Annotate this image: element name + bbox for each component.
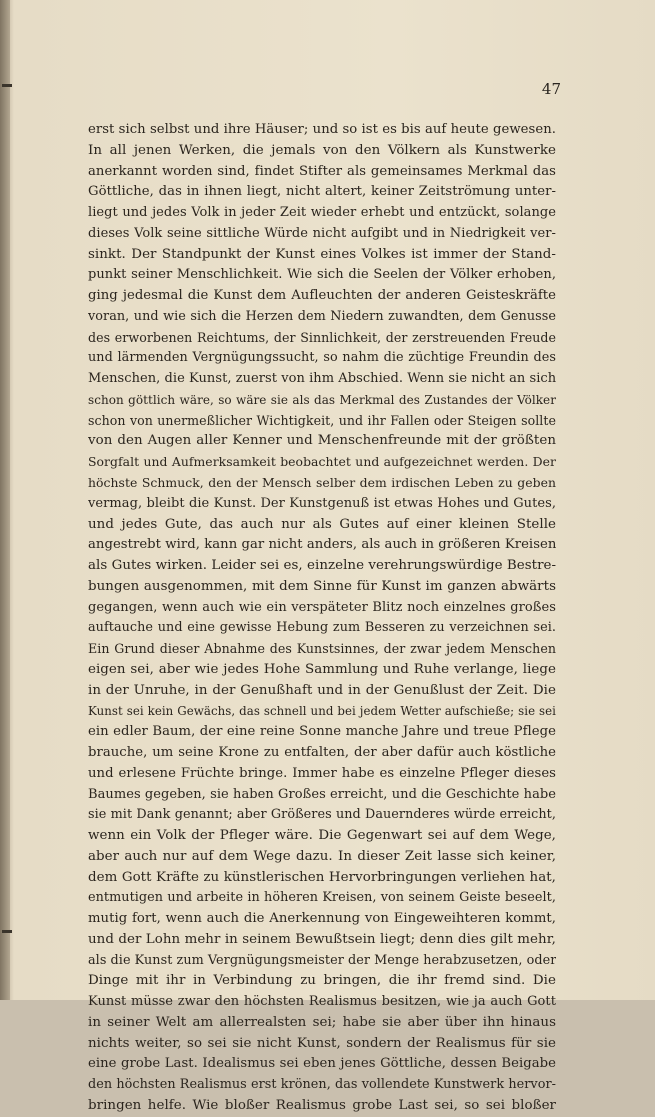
text-line: Ein Grund dieser Abnahme des Kunstsinnes, der zwar jedem Menschen bbox=[88, 641, 556, 657]
text-line: auftauche und eine gewisse Hebung zum Besseren zu verzeichnen sei. bbox=[88, 620, 556, 636]
page-number: 47 bbox=[541, 80, 561, 98]
text-line: als Gutes wirken. Leider sei es, einzelne verehrungswürdige Bestre- bbox=[88, 558, 556, 574]
text-line: von den Augen aller Kenner und Menschenfreunde mit der größten bbox=[88, 433, 556, 449]
body-text bbox=[88, 120, 556, 1117]
text-line: mutig fort, wenn auch die Anerkennung von Eingeweihteren kommt, bbox=[88, 911, 556, 927]
text-line: dieses Volk seine sittliche Würde nicht aufgibt und in Niedrigkeit ver- bbox=[88, 225, 556, 241]
text-line: und jedes Gute, das auch nur als Gutes auf einer kleinen Stelle bbox=[88, 516, 556, 532]
text-line: entmutigen und arbeite in höheren Kreisen, von seinem Geiste beseelt, bbox=[88, 890, 556, 906]
text-line: gegangen, wenn auch wie ein verspäteter Blitz noch einzelnes großes bbox=[88, 599, 556, 615]
text-line: Dinge mit ihr in Verbindung zu bringen, die ihr fremd sind. Die bbox=[88, 973, 556, 989]
text-line: schon von unermeßlicher Wichtigkeit, und ihr Fallen oder Steigen sollte bbox=[88, 412, 556, 428]
text-line: und lärmenden Vergnügungssucht, so nahm die züchtige Freundin des bbox=[88, 350, 556, 366]
text-line: in seiner Welt am allerrealsten sei; habe sie aber über ihn hinaus bbox=[88, 1014, 556, 1030]
text-line: den höchsten Realismus erst krönen, das vollendete Kunstwerk hervor- bbox=[88, 1077, 556, 1093]
binding-mark-top bbox=[2, 84, 12, 87]
text-line: Sorgfalt und Aufmerksamkeit beobachtet und aufgezeichnet werden. Der bbox=[88, 454, 556, 470]
text-line: schon göttlich wäre, so wäre sie als das Merkmal des Zustandes der Völker bbox=[88, 392, 556, 407]
text-line: Menschen, die Kunst, zuerst von ihm Abschied. Wenn sie nicht an sich bbox=[88, 371, 556, 387]
text-line: eigen sei, aber wie jedes Hohe Sammlung und Ruhe verlange, liege bbox=[88, 661, 556, 677]
text-line: eine grobe Last. Idealismus sei eben jenes Göttliche, dessen Beigabe bbox=[88, 1056, 556, 1072]
text-line: Kunst sei kein Gewächs, das schnell und bei jedem Wetter aufschieße; sie sei bbox=[88, 704, 556, 719]
text-line: sie mit Dank genannt; aber Größeres und Dauernderes würde erreicht, bbox=[88, 807, 556, 823]
text-line: höchste Schmuck, den der Mensch selber dem irdischen Leben zu geben bbox=[88, 475, 556, 491]
text-line: wenn ein Volk der Pfleger wäre. Die Gegenwart sei auf dem Wege, bbox=[88, 828, 556, 844]
text-line: ging jedesmal die Kunst dem Aufleuchten der anderen Geisteskräfte bbox=[88, 288, 556, 304]
text-line: ein edler Baum, der eine reine Sonne manche Jahre und treue Pflege bbox=[88, 724, 556, 740]
text-line: bringen helfe. Wie bloßer Realismus grobe Last sei, so sei bloßer bbox=[88, 1097, 556, 1113]
binding-mark-bottom bbox=[2, 930, 12, 933]
text-line: in der Unruhe, in der Genußhaft und in der Genußlust der Zeit. Die bbox=[88, 682, 556, 698]
text-line: bungen ausgenommen, mit dem Sinne für Kunst im ganzen abwärts bbox=[88, 578, 556, 594]
text-line: Kunst müsse zwar den höchsten Realismus besitzen, wie ja auch Gott bbox=[88, 994, 556, 1010]
text-line: dem Gott Kräfte zu künstlerischen Hervorbringungen verliehen hat, bbox=[88, 869, 556, 885]
text-line: aber auch nur auf dem Wege dazu. In dieser Zeit lasse sich keiner, bbox=[88, 848, 556, 864]
text-line: voran, und wie sich die Herzen dem Niedern zuwandten, dem Genusse bbox=[88, 308, 556, 324]
text-line: vermag, bleibt die Kunst. Der Kunstgenuß ist etwas Hohes und Gutes, bbox=[88, 495, 556, 511]
text-line: als die Kunst zum Vergnügungsmeister der Menge herabzusetzen, oder bbox=[88, 952, 556, 968]
text-line: sinkt. Der Standpunkt der Kunst eines Volkes ist immer der Stand- bbox=[88, 246, 556, 262]
text-line: des erworbenen Reichtums, der Sinnlichkeit, der zerstreuenden Freude bbox=[88, 329, 556, 345]
text-line: In all jenen Werken, die jemals von den Völkern als Kunstwerke bbox=[88, 142, 556, 158]
text-line: liegt und jedes Volk in jeder Zeit wieder erhebt und entzückt, solange bbox=[88, 205, 556, 221]
text-line: nichts weiter, so sei sie nicht Kunst, sondern der Realismus für sie bbox=[88, 1035, 556, 1051]
text-line: Baumes gegeben, sie haben Großes erreicht, und die Geschichte habe bbox=[88, 786, 556, 802]
text-line: punkt seiner Menschlichkeit. Wie sich die Seelen der Völker erhoben, bbox=[88, 267, 556, 283]
text-line: angestrebt wird, kann gar nicht anders, als auch in größeren Kreisen bbox=[88, 537, 556, 553]
binding-gutter bbox=[0, 0, 10, 1000]
text-line: und der Lohn mehr in seinem Bewußtsein liegt; denn dies gilt mehr, bbox=[88, 931, 556, 947]
text-line: anerkannt worden sind, findet Stifter als gemeinsames Merkmal das bbox=[88, 163, 556, 179]
text-line: brauche, um seine Krone zu entfalten, der aber dafür auch köstliche bbox=[88, 744, 556, 760]
text-line: und erlesene Früchte bringe. Immer habe es einzelne Pfleger dieses bbox=[88, 765, 556, 781]
text-line: erst sich selbst und ihre Häuser; und so ist es bis auf heute gewesen. bbox=[88, 122, 556, 137]
text-line: Göttliche, das in ihnen liegt, nicht altert, keiner Zeitströmung unter- bbox=[88, 184, 556, 200]
